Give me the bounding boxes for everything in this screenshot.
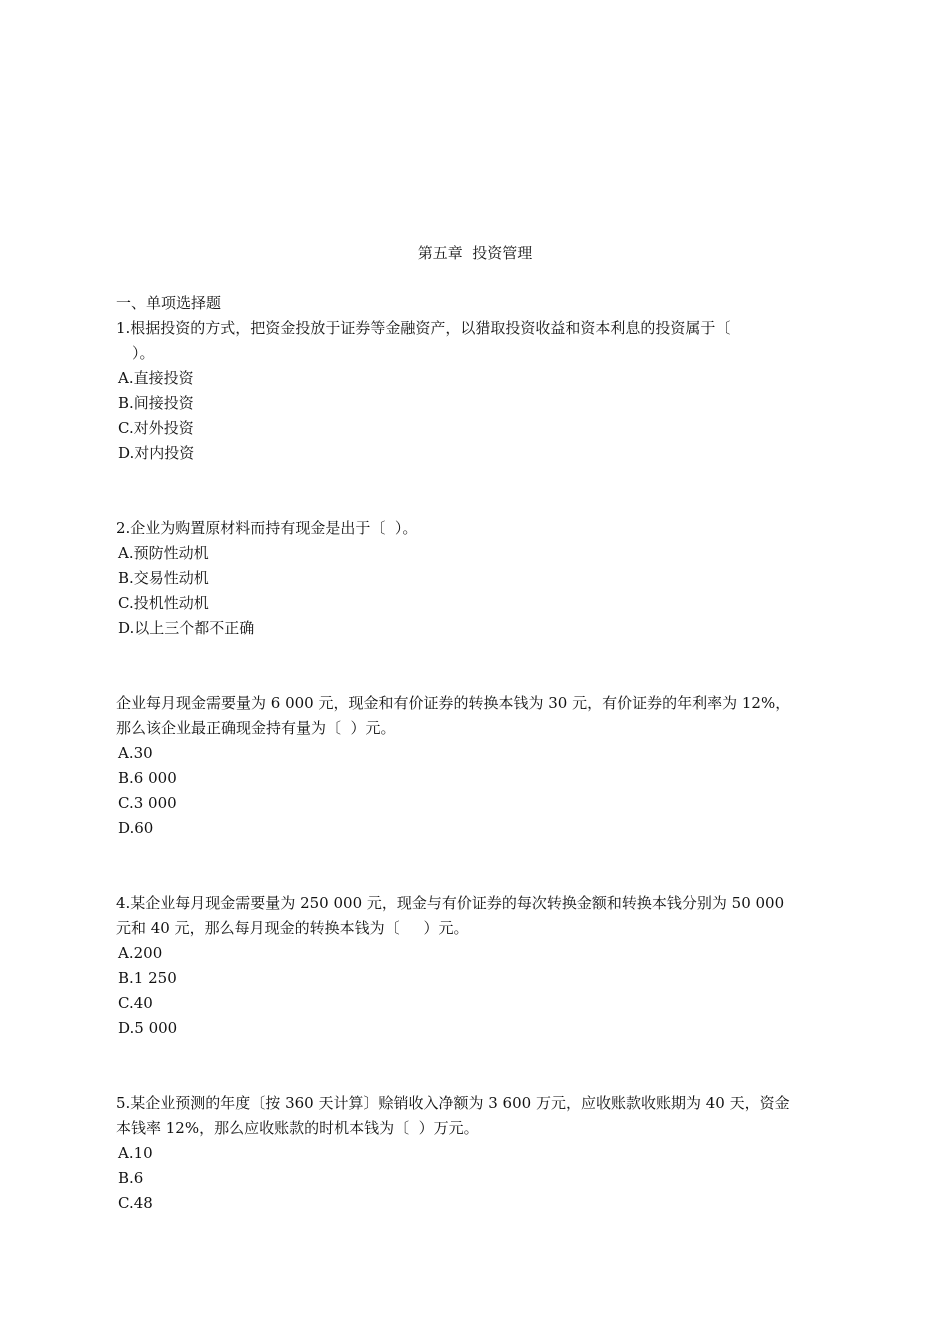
question-spacer	[116, 641, 836, 691]
question-3	[116, 691, 836, 841]
question-4-option-a: A.200	[118, 944, 163, 962]
question-5-text-line-1: 5.某企业预测的年度〔按 360 天计算〕赊销收入净额为 3 600 万元，应收账款收账期为 40 天，资金	[116, 1094, 790, 1112]
section-heading: 一、单项选择题	[116, 294, 222, 312]
question-2-option-c: C.投机性动机	[118, 594, 209, 612]
question-2-option-d: D.以上三个都不正确	[118, 619, 255, 637]
question-2-option-b: B.交易性动机	[118, 569, 209, 587]
question-3-text-line-1: 企业每月现金需要量为 6 000 元，现金和有价证券的转换本钱为 30 元，有价证券的年利率为 12%，	[116, 694, 791, 712]
question-spacer	[116, 466, 836, 516]
document-body	[116, 291, 836, 1216]
question-5	[116, 1091, 836, 1216]
question-4-option-c: C.40	[118, 994, 153, 1012]
question-2	[116, 516, 836, 641]
question-3-option-d: D.60	[118, 819, 154, 837]
question-1-text-line-1: 1.根据投资的方式，把资金投放于证券等金融资产，以猎取投资收益和资本利息的投资属于〔	[116, 319, 731, 337]
question-3-text-line-2: 那么该企业最正确现金持有量为〔 ）元。	[116, 719, 396, 737]
question-5-text-line-2: 本钱率 12%，那么应收账款的时机本钱为〔 ）万元。	[116, 1119, 479, 1137]
question-1-option-b: B.间接投资	[118, 394, 194, 412]
question-4-text-line-1: 4.某企业每月现金需要量为 250 000 元，现金与有价证券的每次转换金额和转换本钱分别为 50 000	[116, 894, 785, 912]
question-4-option-b: B.1 250	[118, 969, 177, 987]
question-4	[116, 891, 836, 1041]
question-spacer	[116, 1041, 836, 1091]
question-5-option-c: C.48	[118, 1194, 153, 1212]
question-5-option-a: A.10	[118, 1144, 153, 1162]
question-5-option-b: B.6	[118, 1169, 144, 1187]
chapter-title: 第五章 投资管理	[417, 244, 533, 262]
question-1	[116, 316, 836, 466]
question-2-option-a: A.预防性动机	[118, 544, 209, 562]
question-4-option-d: D.5 000	[118, 1019, 178, 1037]
question-1-text-line-2: ）。	[132, 344, 155, 362]
question-1-option-d: D.对内投资	[118, 444, 195, 462]
question-1-option-a: A.直接投资	[118, 369, 194, 387]
question-4-text-line-2: 元和 40 元，那么每月现金的转换本钱为〔 ）元。	[116, 919, 469, 937]
question-1-option-c: C.对外投资	[118, 419, 194, 437]
question-3-option-a: A.30	[118, 744, 153, 762]
question-2-text-line-1: 2.企业为购置原材料而持有现金是出于〔 ）。	[116, 519, 418, 537]
question-3-option-c: C.3 000	[118, 794, 177, 812]
question-spacer	[116, 841, 836, 891]
question-3-option-b: B.6 000	[118, 769, 177, 787]
